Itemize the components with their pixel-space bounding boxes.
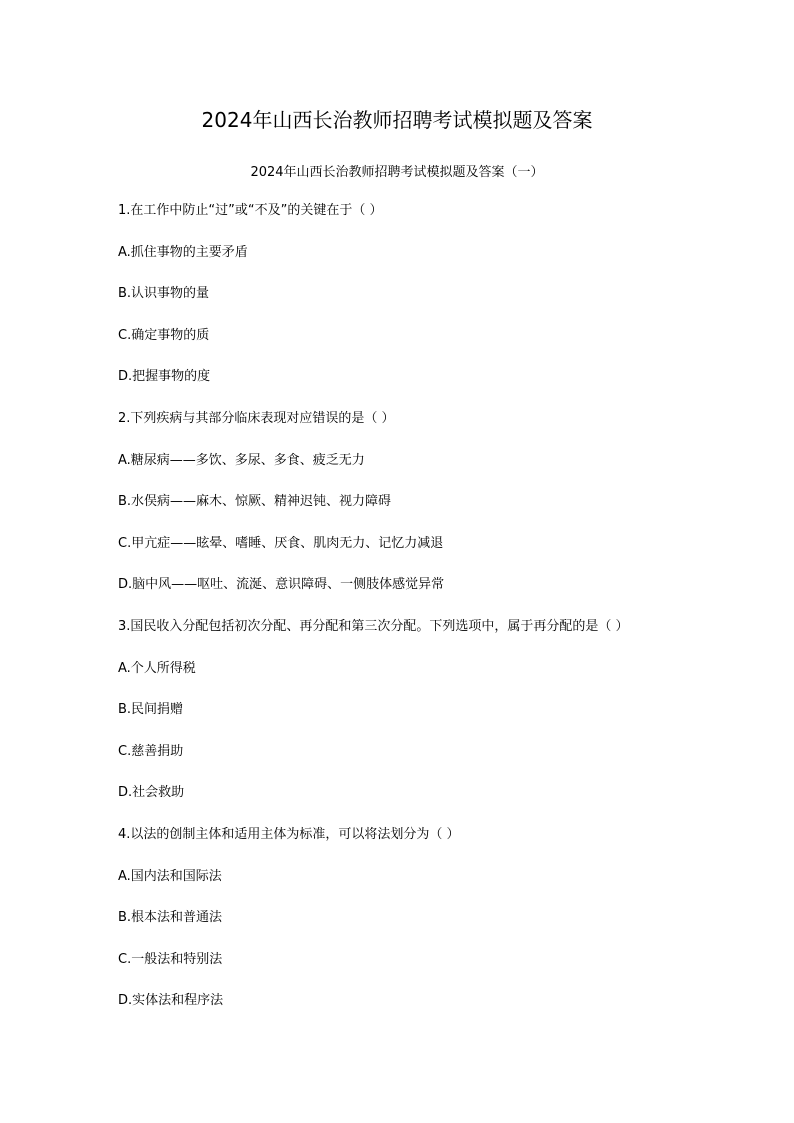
answer-option: C.确定事物的质 bbox=[118, 327, 210, 343]
answer-option: D.实体法和程序法 bbox=[118, 993, 224, 1009]
answer-option: D.脑中风——呕吐、流涎、意识障碍、一侧肢体感觉异常 bbox=[118, 577, 445, 593]
answer-option: D.把握事物的度 bbox=[118, 369, 211, 385]
question-stem: 1.在工作中防止“过”或“不及”的关键在于（ ） bbox=[118, 203, 383, 218]
answer-option: B.认识事物的量 bbox=[118, 286, 210, 302]
question-stem: 2.下列疾病与其部分临床表现对应错误的是（ ） bbox=[118, 410, 395, 426]
answer-option: A.个人所得税 bbox=[118, 660, 196, 676]
answer-option: A.国内法和国际法 bbox=[118, 868, 222, 884]
answer-option: C.一般法和特别法 bbox=[118, 951, 223, 967]
answer-option: C.慈善捐助 bbox=[118, 743, 184, 759]
question-stem: 3.国民收入分配包括初次分配、再分配和第三次分配。下列选项中，属于再分配的是（ ） bbox=[118, 618, 629, 634]
answer-option: B.民间捐赠 bbox=[118, 702, 184, 718]
document-title: 2024年山西长治教师招聘考试模拟题及答案 bbox=[201, 108, 593, 132]
answer-option: A.抓住事物的主要矛盾 bbox=[118, 244, 248, 260]
question-stem: 4.以法的创制主体和适用主体为标准，可以将法划分为（ ） bbox=[118, 826, 460, 842]
answer-option: B.根本法和普通法 bbox=[118, 910, 223, 926]
answer-option: B.水俣病——麻木、惊厥、精神迟钝、视力障碍 bbox=[118, 494, 392, 510]
question-list bbox=[118, 202, 629, 1034]
document-subtitle: 2024年山西长治教师招聘考试模拟题及答案（一） bbox=[250, 165, 544, 180]
answer-option: D.社会救助 bbox=[118, 785, 185, 801]
answer-option: A.糖尿病——多饮、多尿、多食、疲乏无力 bbox=[118, 452, 365, 468]
answer-option: C.甲亢症——眩晕、嗜睡、厌食、肌肉无力、记忆力减退 bbox=[118, 535, 444, 551]
